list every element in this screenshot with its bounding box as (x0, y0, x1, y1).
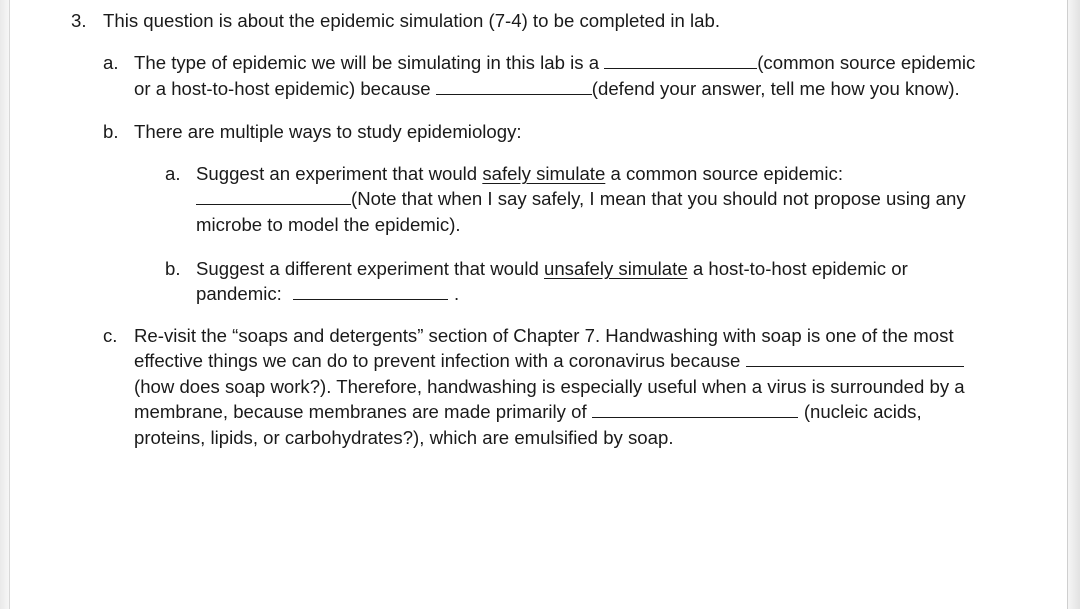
sub-a-line-1 (196, 162, 843, 186)
part-c-text-4: membrane, because membranes are made primarily of (134, 401, 587, 422)
sub-a-text-2-end: (Note that when I say safely, I mean that you should not propose using any (351, 188, 966, 209)
sub-a-underlined: safely simulate (482, 163, 606, 184)
part-b-marker: b. (103, 121, 119, 142)
part-b-text: There are multiple ways to study epidemiology: (134, 121, 522, 142)
part-c-text-4-end: (nucleic acids, (803, 401, 922, 422)
answer-blank-safe-experiment[interactable] (196, 188, 351, 205)
sub-a-text-pre: Suggest an experiment that would (196, 163, 478, 184)
part-a-marker: a. (103, 52, 119, 73)
sub-b-marker: b. (165, 258, 181, 279)
answer-blank-epidemic-type[interactable] (604, 52, 757, 69)
question-stem: This question is about the epidemic simulation (7-4) to be completed in lab. (103, 10, 721, 31)
left-page-shadow (0, 0, 10, 609)
sub-a-text-post: a common source epidemic: (610, 163, 844, 184)
part-a-text-1-end: (common source epidemic (757, 52, 976, 73)
sub-a-line-3: microbe to model the epidemic). (196, 214, 461, 235)
part-c-text-2: effective things we can do to prevent infection with a coronavirus because (134, 350, 741, 371)
sub-b-text-post: a host-to-host epidemic or (692, 258, 908, 279)
part-c-line-4 (134, 400, 922, 424)
part-a-text-2-end: (defend your answer, tell me how you know). (591, 78, 960, 99)
sub-a-marker: a. (165, 163, 181, 184)
part-a-text-1: The type of epidemic we will be simulating in this lab is a (134, 52, 600, 73)
sub-b-text-pre: Suggest a different experiment that would (196, 258, 539, 279)
part-c-line-5: proteins, lipids, or carbohydrates?), which are emulsified by soap. (134, 427, 674, 448)
right-scrollbar-edge (1067, 0, 1080, 609)
part-a-line-2 (134, 77, 960, 101)
document-page (10, 0, 1067, 609)
sub-b-line-2 (196, 282, 459, 306)
part-a-text-2: or a host-to-host epidemic) because (134, 78, 431, 99)
sub-a-line-2 (196, 187, 966, 211)
part-c-line-1: Re-visit the “soaps and detergents” section of Chapter 7. Handwashing with soap is one of the most (134, 325, 954, 346)
sub-b-text-2: pandemic: (196, 283, 282, 304)
answer-blank-membrane-composition[interactable] (592, 401, 798, 418)
sub-b-underlined: unsafely simulate (544, 258, 688, 279)
answer-blank-soap-mechanism[interactable] (746, 350, 964, 367)
answer-blank-unsafe-experiment[interactable] (293, 283, 448, 300)
sub-b-period: . (453, 283, 460, 304)
answer-blank-because[interactable] (436, 78, 592, 95)
part-c-line-3: (how does soap work?). Therefore, handwashing is especially useful when a virus is surrounded by a (134, 376, 965, 397)
part-c-line-2 (134, 349, 964, 373)
question-number: 3. (71, 10, 87, 31)
sub-b-line-1 (196, 257, 908, 281)
part-a-line-1 (134, 51, 975, 75)
part-c-marker: c. (103, 325, 118, 346)
